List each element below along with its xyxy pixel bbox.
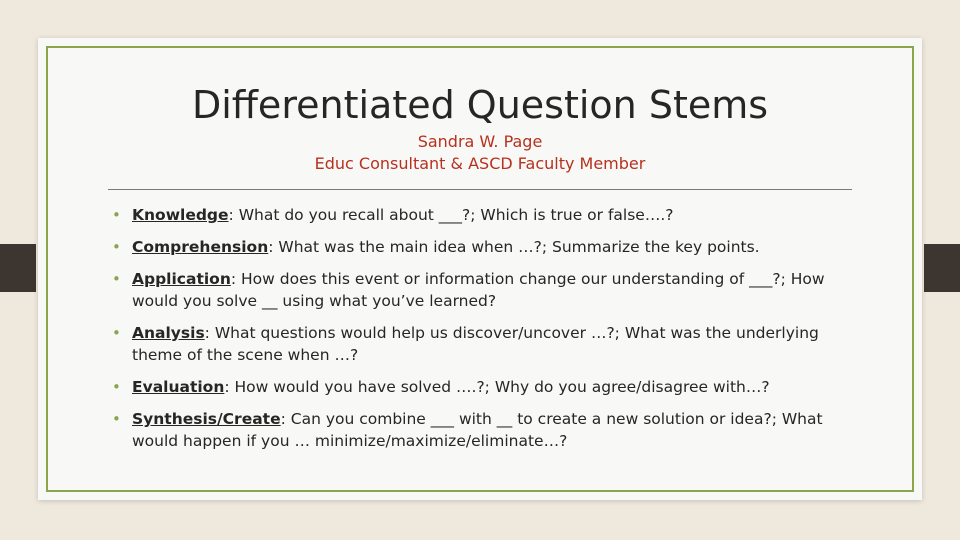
bullet-icon: • xyxy=(112,270,121,288)
item-text: : How would you have solved ….?; Why do you agree/disagree with…? xyxy=(224,378,770,396)
item-term: Synthesis/Create xyxy=(132,410,281,428)
item-term: Analysis xyxy=(132,324,205,342)
item-text: : What do you recall about ___?; Which is true or false….? xyxy=(228,206,674,224)
list-item-evaluation xyxy=(110,376,870,398)
item-text: : What questions would help us discover/uncover …?; What was the underlying theme of the scene when …? xyxy=(132,324,819,364)
list-item-knowledge xyxy=(110,204,870,226)
left-edge-tab xyxy=(0,244,36,292)
title-divider xyxy=(108,189,852,190)
bullet-icon: • xyxy=(112,238,121,256)
right-edge-tab xyxy=(924,244,960,292)
bullet-icon: • xyxy=(112,378,121,396)
item-term: Application xyxy=(132,270,231,288)
list-item-analysis xyxy=(110,322,870,366)
author-name: Sandra W. Page xyxy=(417,132,543,151)
question-stem-list xyxy=(110,204,870,462)
list-item-application xyxy=(110,268,870,312)
item-term: Comprehension xyxy=(132,238,269,256)
bullet-icon: • xyxy=(112,410,121,428)
item-term: Evaluation xyxy=(132,378,225,396)
bullet-icon: • xyxy=(112,324,121,342)
slide-subtitle xyxy=(0,131,960,175)
item-text: : Can you combine ___ with __ to create a new solution or idea?; What would happen if you … minimize/maximize/eliminate…? xyxy=(132,410,823,450)
item-term: Knowledge xyxy=(132,206,229,224)
list-item-comprehension xyxy=(110,236,870,258)
item-text: : What was the main idea when …?; Summarize the key points. xyxy=(268,238,760,256)
item-text: : How does this event or information change our understanding of ___?; How would you solve __ using what you’ve learned? xyxy=(132,270,825,310)
author-affiliation: Educ Consultant & ASCD Faculty Member xyxy=(314,154,646,173)
bullet-icon: • xyxy=(112,206,121,224)
slide-title: Differentiated Question Stems xyxy=(191,83,769,127)
list-item-synthesis xyxy=(110,408,870,452)
